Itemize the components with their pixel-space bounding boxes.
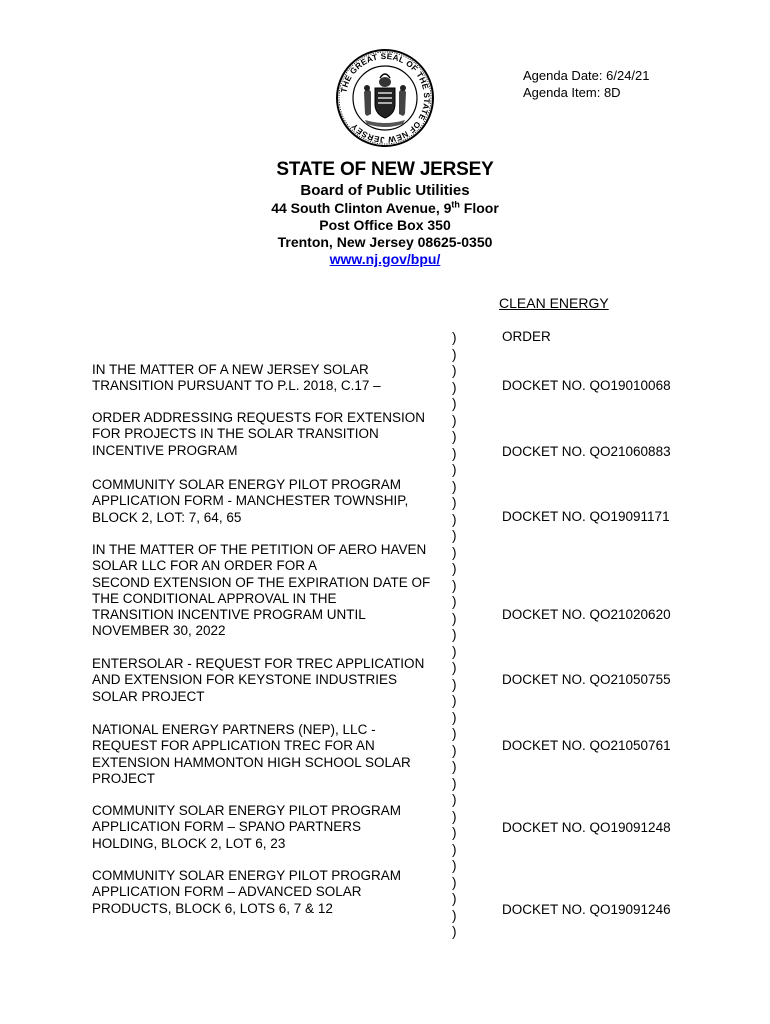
matter-5-text: ENTERSOLAR - REQUEST FOR TREC APPLICATION AND EXTENSION FOR KEYSTONE INDUSTRIES SOLAR PROJECT <box>92 656 425 704</box>
docket-number-7: DOCKET NO. QO19091248 <box>502 820 671 835</box>
docket-number-3: DOCKET NO. QO19091171 <box>502 509 670 524</box>
street-address: 44 South Clinton Avenue, 9th Floor <box>271 199 499 216</box>
svg-text:THE GREAT SEAL OF THE STATE OF: THE GREAT SEAL OF THE STATE OF NEW JERSEY <box>339 51 432 145</box>
matter-2-text: ORDER ADDRESSING REQUESTS FOR EXTENSION FOR PROJECTS IN THE SOLAR TRANSITION INCENTIVE PROGRAM <box>92 410 426 458</box>
letterhead <box>0 158 770 268</box>
great-seal-of-new-jersey-icon <box>335 48 435 148</box>
matter-6-text: NATIONAL ENERGY PARTNERS (NEP), LLC - REQUEST FOR APPLICATION TREC FOR AN EXTENSION HAMMONTON HIGH SCHOOL SOLAR PROJECT <box>92 722 411 786</box>
matter-4-text: IN THE MATTER OF THE PETITION OF AERO HAVEN SOLAR LLC FOR AN ORDER FOR A SECOND EXTENSION OF THE EXPIRATION DATE OF THE CONDITIONAL APPROVAL IN THE TRANSITION INCENTIVE PROGRAM UNTIL NOVEMBER 30, 2022 <box>92 542 431 639</box>
board-name: Board of Public Utilities <box>300 182 470 199</box>
matter-7-text: COMMUNITY SOLAR ENERGY PILOT PROGRAM APPLICATION FORM – SPANO PARTNERS HOLDING, BLOCK 2, LOT 6, 23 <box>92 803 402 851</box>
caption-parentheses: ) ) ) ) ) ) ) ) ) ) ) ) ) ) ) ) ) ) ) ) ) ) ) ) ) ) ) ) ) ) ) ) ) ) ) ) ) <box>452 330 457 939</box>
po-box: Post Office Box 350 <box>319 217 451 233</box>
matter-1-text: IN THE MATTER OF A NEW JERSEY SOLAR TRANSITION PURSUANT TO P.L. 2018, C.17 – <box>92 362 381 394</box>
docket-number-1: DOCKET NO. QO19010068 <box>502 378 671 393</box>
docket-number-4: DOCKET NO. QO21020620 <box>502 607 671 622</box>
agenda-item: Agenda Item: 8D <box>523 85 621 100</box>
docket-number-2: DOCKET NO. QO21060883 <box>502 444 671 459</box>
matter-8-text: COMMUNITY SOLAR ENERGY PILOT PROGRAM APPLICATION FORM – ADVANCED SOLAR PRODUCTS, BLOCK 6, LOTS 6, 7 & 12 <box>92 868 402 916</box>
agenda-block <box>523 67 650 101</box>
docket-number-6: DOCKET NO. QO21050761 <box>502 738 671 753</box>
agenda-date: Agenda Date: 6/24/21 <box>523 68 650 83</box>
docket-number-8: DOCKET NO. QO19091246 <box>502 902 671 917</box>
docket-number-5: DOCKET NO. QO21050755 <box>502 672 671 687</box>
order-label: ORDER <box>502 329 551 344</box>
matter-3-text: COMMUNITY SOLAR ENERGY PILOT PROGRAM APPLICATION FORM - MANCHESTER TOWNSHIP, BLOCK 2, LOT: 7, 64, 65 <box>92 477 409 525</box>
website-link[interactable]: www.nj.gov/bpu/ <box>329 251 441 267</box>
category-label: CLEAN ENERGY <box>499 295 609 311</box>
state-title: STATE OF NEW JERSEY <box>276 159 494 180</box>
state-seal <box>335 48 435 148</box>
city-state-zip: Trenton, New Jersey 08625-0350 <box>277 234 493 250</box>
